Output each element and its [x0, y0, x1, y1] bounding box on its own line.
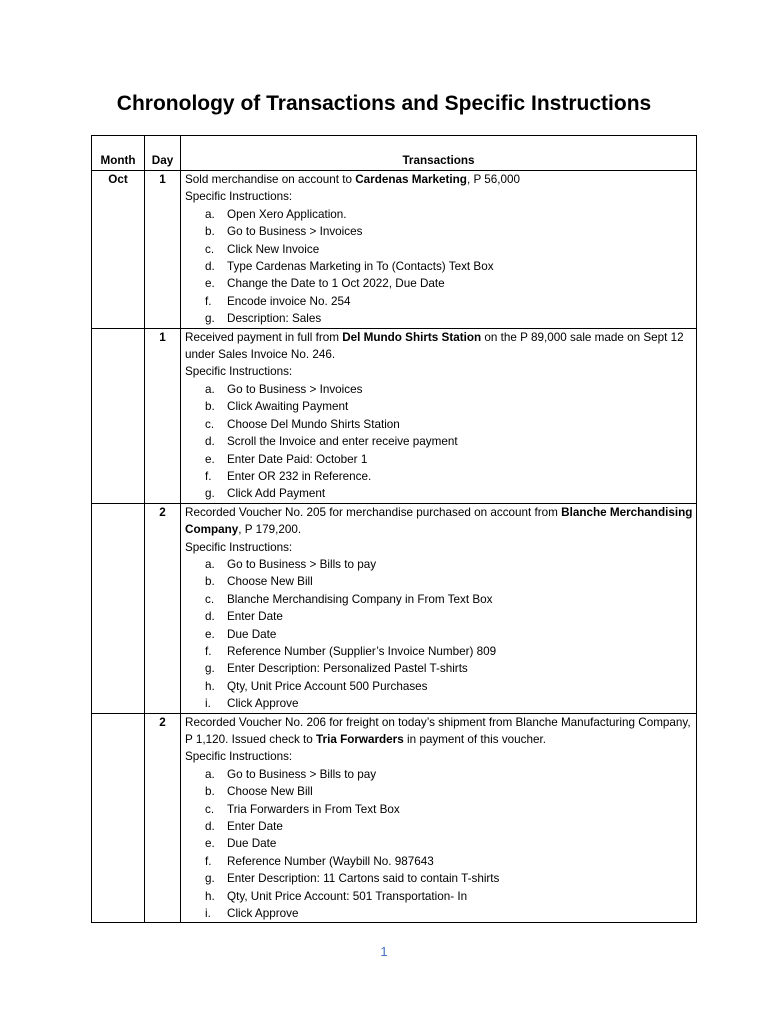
- instruction-label: c.: [205, 802, 215, 816]
- instruction-item: [185, 206, 693, 223]
- instruction-text: Choose Del Mundo Shirts Station: [227, 417, 400, 431]
- party-name: Cardenas Marketing: [355, 173, 467, 186]
- month-cell: [92, 328, 145, 503]
- instruction-text: Change the Date to 1 Oct 2022, Due Date: [227, 277, 445, 291]
- instruction-item: [185, 695, 693, 712]
- instruction-label: f.: [205, 644, 212, 658]
- instruction-text: Scroll the Invoice and enter receive payment: [227, 435, 458, 449]
- instruction-item: [185, 905, 693, 922]
- table-header-row: [92, 136, 697, 171]
- instruction-item: [185, 398, 693, 415]
- instruction-item: [185, 783, 693, 800]
- specific-instructions-label: Specific Instructions:: [185, 190, 293, 204]
- instruction-item: [185, 381, 693, 398]
- description-text: Recorded Voucher No. 206 for freight on today’s shipment from Blanche Manufacturing Company, P 1,120. Issued check to: [185, 715, 691, 746]
- instruction-label: f.: [205, 854, 212, 868]
- transaction-cell: [181, 503, 697, 713]
- instruction-label: a.: [205, 207, 215, 221]
- instruction-text: Reference Number (Supplier’s Invoice Number) 809: [227, 644, 497, 658]
- instruction-item: [185, 223, 693, 240]
- instruction-label: d.: [205, 820, 215, 834]
- instruction-label: d.: [205, 435, 215, 449]
- instruction-item: [185, 608, 693, 625]
- table-body: [92, 171, 697, 923]
- day-cell: 2: [145, 713, 181, 923]
- month-cell: [92, 713, 145, 923]
- instruction-text: Enter Date Paid: October 1: [227, 452, 368, 466]
- instruction-label: e.: [205, 277, 215, 291]
- instruction-text: Choose New Bill: [227, 785, 313, 799]
- instruction-item: [185, 853, 693, 870]
- instruction-item: [185, 678, 693, 695]
- transaction-description: [185, 329, 693, 364]
- month-cell: Oct: [92, 171, 145, 329]
- table-row: [92, 171, 697, 329]
- instruction-item: [185, 870, 693, 887]
- instruction-label: a.: [205, 557, 215, 571]
- instruction-item: [185, 310, 693, 327]
- instruction-item: [185, 416, 693, 433]
- instruction-label: c.: [205, 417, 215, 431]
- instruction-item: [185, 293, 693, 310]
- instruction-label: a.: [205, 382, 215, 396]
- instruction-text: Click Approve: [227, 907, 299, 921]
- table-row: [92, 713, 697, 923]
- instruction-label: f.: [205, 294, 212, 308]
- instruction-item: [185, 888, 693, 905]
- instruction-label: b.: [205, 400, 215, 414]
- party-name: Blanche Merchandising Company: [185, 505, 693, 537]
- instruction-label: e.: [205, 837, 215, 851]
- transaction-cell: [181, 171, 697, 329]
- instruction-text: Enter Description: 11 Cartons said to contain T-shirts: [227, 872, 500, 886]
- table-row: [92, 328, 697, 503]
- header-day: Day: [145, 136, 181, 171]
- instruction-item: [185, 485, 693, 502]
- instruction-item: [185, 818, 693, 835]
- party-name: Tria Forwarders: [316, 733, 404, 746]
- transaction-description: [185, 504, 693, 539]
- instruction-label: h.: [205, 889, 215, 903]
- instruction-text: Reference Number (Waybill No. 987643: [227, 854, 434, 868]
- day-cell: 2: [145, 503, 181, 713]
- header-transactions: Transactions: [181, 136, 697, 171]
- instruction-label: f.: [205, 469, 212, 483]
- description-text: Sold merchandise on account to: [185, 173, 356, 186]
- instruction-text: Enter OR 232 in Reference.: [227, 469, 372, 483]
- instruction-label: g.: [205, 312, 215, 326]
- instruction-item: [185, 643, 693, 660]
- instruction-text: Choose New Bill: [227, 575, 313, 589]
- instruction-item: [185, 241, 693, 258]
- instruction-item: [185, 626, 693, 643]
- instruction-text: Go to Business > Bills to pay: [227, 557, 377, 571]
- instruction-label: i.: [205, 697, 211, 711]
- specific-instructions-label: Specific Instructions:: [185, 540, 293, 554]
- instruction-text: Click New Invoice: [227, 242, 320, 256]
- instruction-text: Open Xero Application.: [227, 207, 347, 221]
- instruction-label: d.: [205, 260, 215, 274]
- transactions-table: [91, 135, 697, 923]
- instruction-label: c.: [205, 592, 215, 606]
- description-text: Recorded Voucher No. 205 for merchandise purchased on account from: [185, 505, 562, 519]
- instruction-label: i.: [205, 907, 211, 921]
- page-title: Chronology of Transactions and Specific Instructions: [116, 92, 652, 115]
- instruction-item: [185, 835, 693, 852]
- table-row: [92, 503, 697, 713]
- instruction-text: Tria Forwarders in From Text Box: [227, 802, 400, 816]
- specific-instructions-label: Specific Instructions:: [185, 750, 293, 764]
- instruction-text: Click Approve: [227, 697, 299, 711]
- instruction-item: [185, 591, 693, 608]
- instruction-label: a.: [205, 767, 215, 781]
- instruction-text: Enter Date: [227, 820, 283, 834]
- instruction-text: Click Awaiting Payment: [227, 400, 349, 414]
- instruction-item: [185, 468, 693, 485]
- instruction-label: b.: [205, 575, 215, 589]
- transaction-cell: [181, 713, 697, 923]
- instruction-text: Type Cardenas Marketing in To (Contacts) Text Box: [227, 260, 494, 274]
- instruction-text: Go to Business > Invoices: [227, 382, 363, 396]
- instruction-label: e.: [205, 452, 215, 466]
- instruction-item: [185, 275, 693, 292]
- instruction-item: [185, 433, 693, 450]
- instruction-text: Due Date: [227, 837, 277, 851]
- instruction-label: e.: [205, 627, 215, 641]
- instruction-label: g.: [205, 662, 215, 676]
- instruction-text: Blanche Merchandising Company in From Text Box: [227, 592, 493, 606]
- transaction-description: [185, 714, 693, 749]
- instruction-label: g.: [205, 487, 215, 501]
- instruction-text: Qty, Unit Price Account 500 Purchases: [227, 679, 428, 693]
- day-cell: 1: [145, 171, 181, 329]
- instruction-text: Go to Business > Invoices: [227, 225, 363, 239]
- instruction-text: Enter Date: [227, 610, 283, 624]
- instruction-text: Due Date: [227, 627, 277, 641]
- day-cell: 1: [145, 328, 181, 503]
- specific-instructions-label: Specific Instructions:: [185, 365, 293, 379]
- instruction-item: [185, 556, 693, 573]
- description-text: , P 179,200.: [238, 523, 302, 537]
- month-cell: [92, 503, 145, 713]
- instruction-item: [185, 660, 693, 677]
- instruction-text: Go to Business > Bills to pay: [227, 767, 377, 781]
- instruction-item: [185, 801, 693, 818]
- instruction-text: Click Add Payment: [227, 487, 326, 501]
- instruction-label: d.: [205, 610, 215, 624]
- instruction-item: [185, 451, 693, 468]
- description-text: on the P 89,000 sale made on Sept 12 under Sales Invoice No. 246.: [185, 330, 684, 362]
- page-number: 1: [380, 944, 388, 959]
- description-text: Received payment in full from: [185, 330, 343, 344]
- instruction-text: Enter Description: Personalized Pastel T-shirts: [227, 662, 468, 676]
- instruction-item: [185, 258, 693, 275]
- instruction-label: b.: [205, 785, 215, 799]
- instruction-text: Qty, Unit Price Account: 501 Transportation- In: [227, 889, 468, 903]
- description-text: in payment of this voucher.: [403, 733, 547, 746]
- transaction-description: [185, 171, 693, 188]
- instruction-label: c.: [205, 242, 215, 256]
- instruction-label: g.: [205, 872, 215, 886]
- instruction-text: Description: Sales: [227, 312, 322, 326]
- instruction-item: [185, 573, 693, 590]
- header-month: Month: [92, 136, 145, 171]
- transaction-cell: [181, 328, 697, 503]
- instruction-label: h.: [205, 679, 215, 693]
- instruction-label: b.: [205, 225, 215, 239]
- description-text: , P 56,000: [466, 173, 521, 186]
- party-name: Del Mundo Shirts Station: [342, 330, 482, 344]
- instruction-text: Encode invoice No. 254: [227, 294, 351, 308]
- instruction-item: [185, 766, 693, 783]
